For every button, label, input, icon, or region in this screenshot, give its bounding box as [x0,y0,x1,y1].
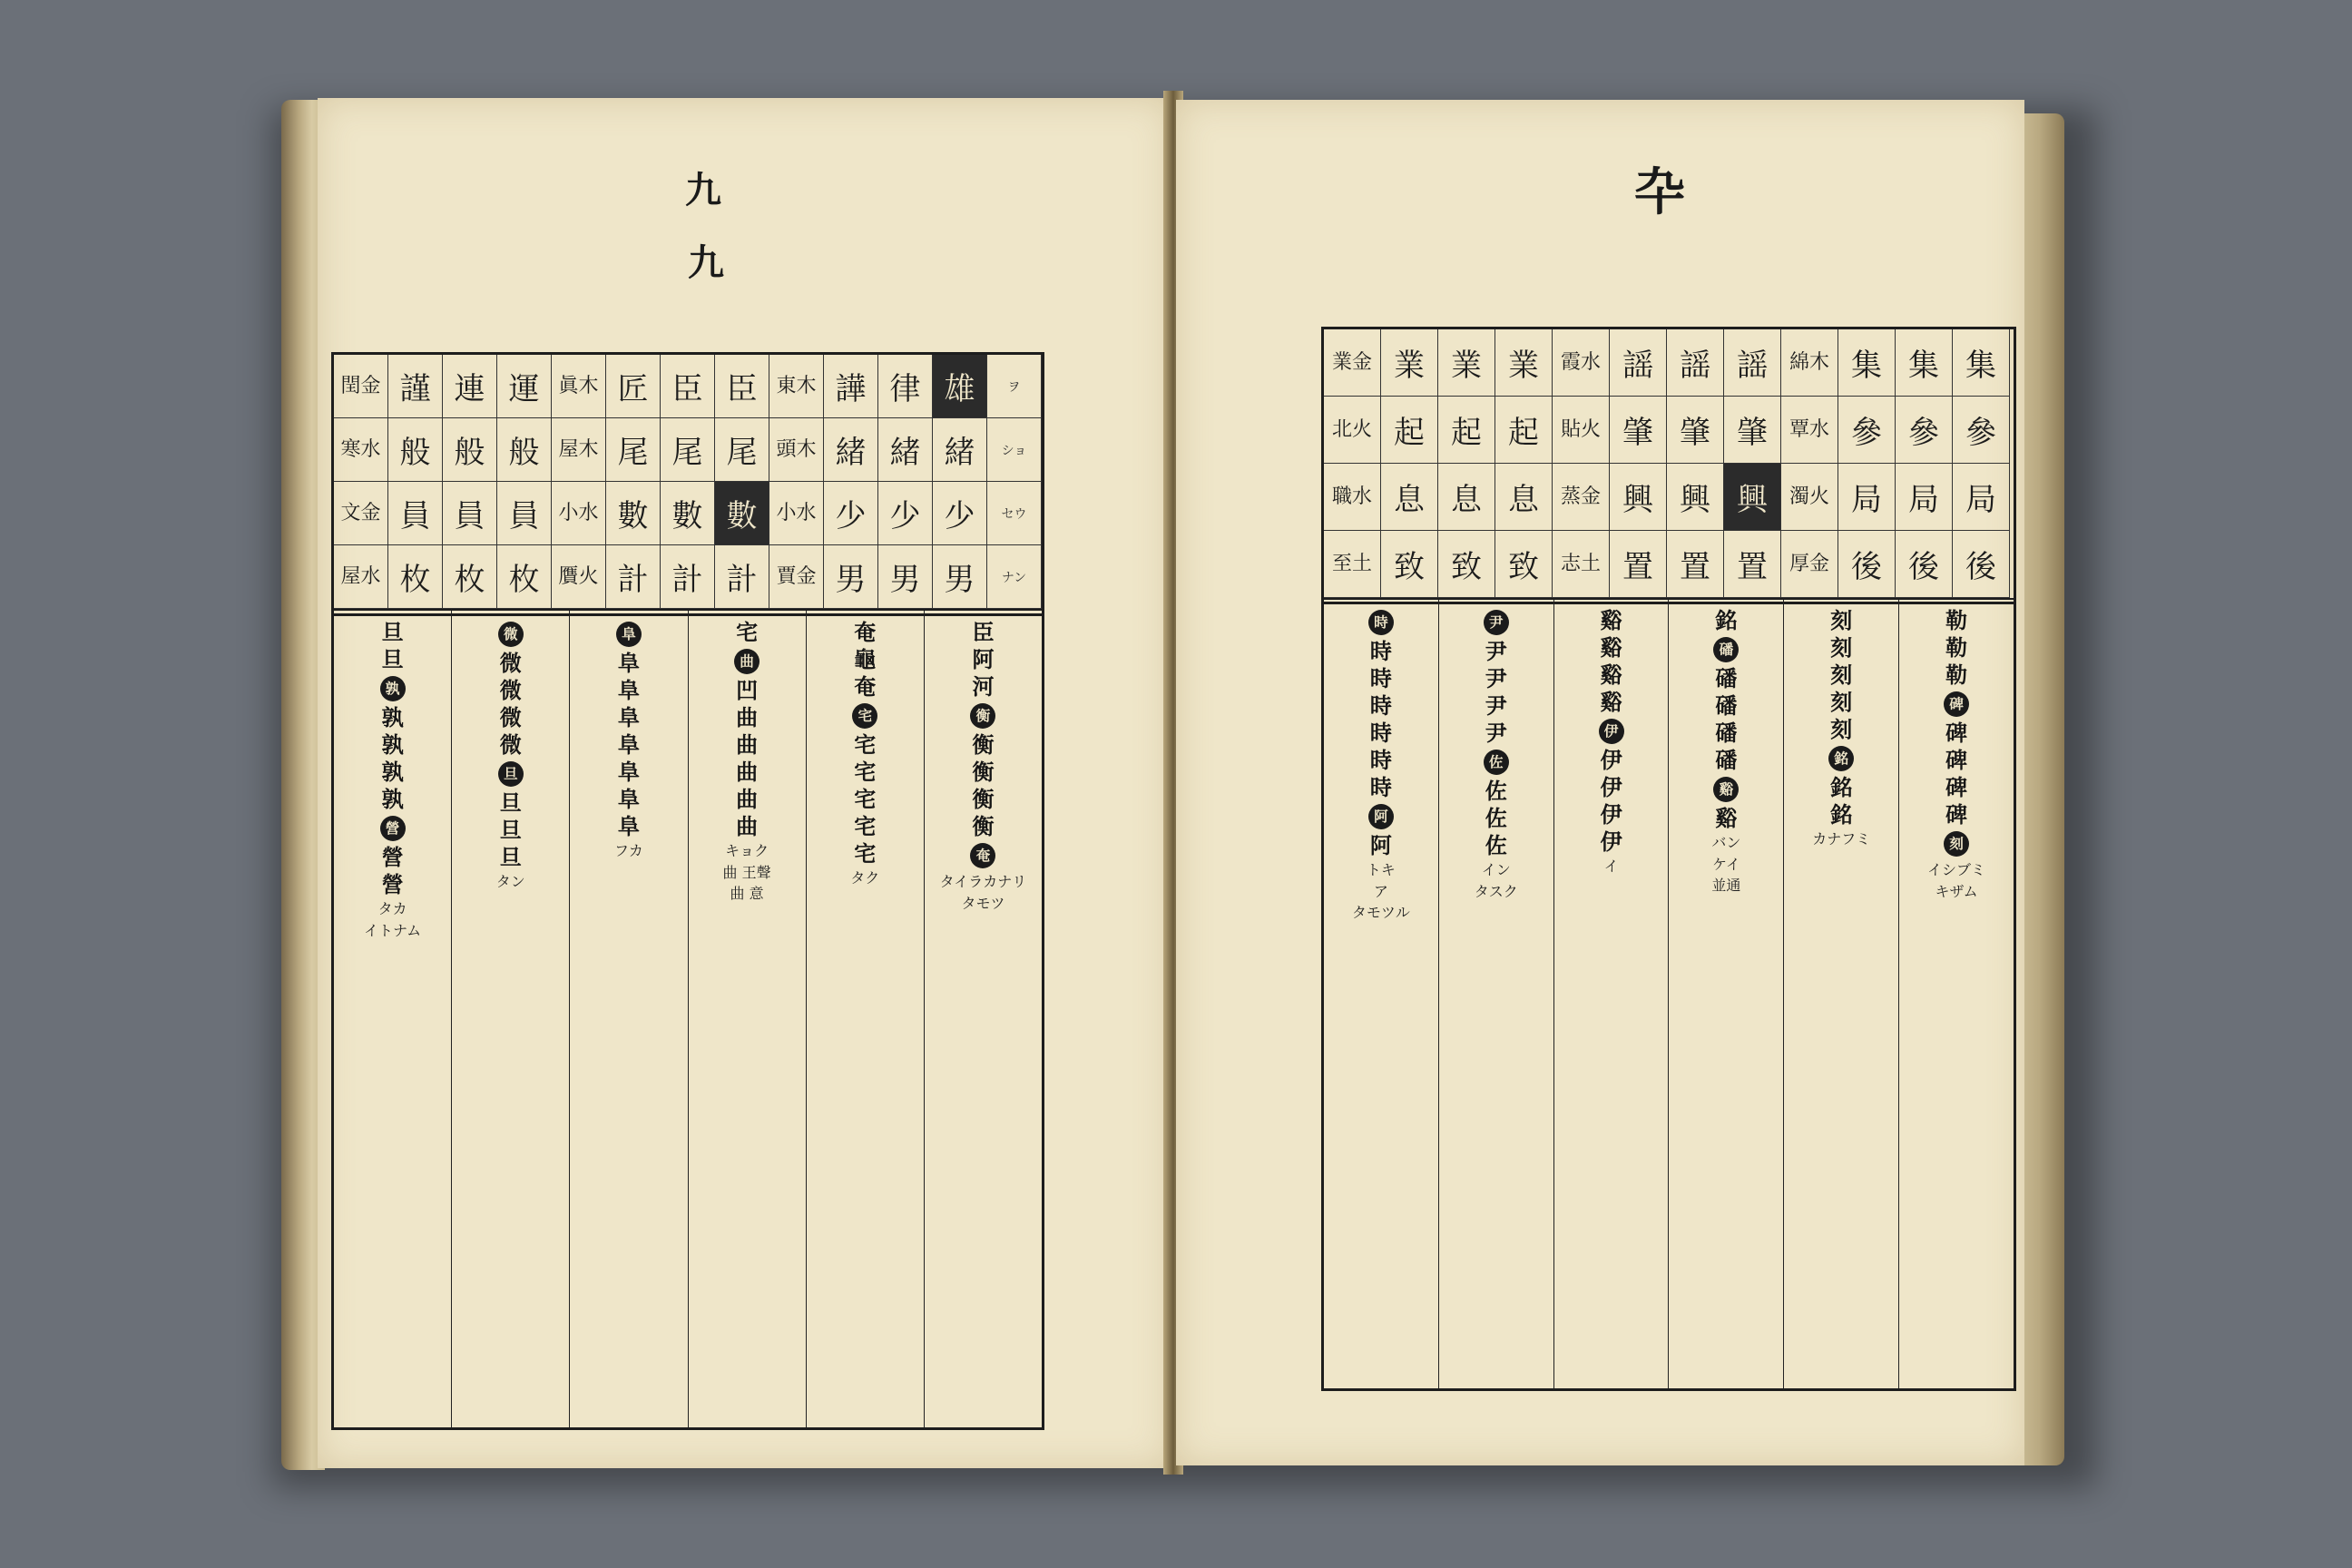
right-table-cell: 興 [1724,464,1781,531]
right-seal-glyph: 磻 [1715,720,1738,746]
left-seal-glyph: 阜 [616,622,642,647]
right-seal-glyph: 谿 [1715,805,1738,831]
left-seal-glyph: 河 [972,673,995,700]
right-table-cell: 局 [1896,464,1953,531]
right-annotation-note: キザム [1935,882,1978,900]
left-seal-glyph: 孰 [381,759,404,785]
left-table-cell: 緒 [878,418,933,482]
right-seal-glyph: 磻 [1715,692,1738,719]
right-seal-glyph: 伊 [1600,774,1622,800]
right-table-cell: 職水 [1324,464,1381,531]
left-seal-glyph: 曲 [736,786,759,812]
left-seal-glyph: 微 [499,731,522,758]
right-annotation-note: タスク [1474,882,1518,900]
right-seal-glyph: 谿 [1713,777,1739,802]
left-table-cell: 頭木 [769,418,824,482]
left-seal-glyph: 曲 [736,704,759,730]
left-seal-glyph: 宅 [854,731,877,758]
left-seal-glyph: 阜 [617,786,640,812]
left-seal-glyph: 微 [499,704,522,730]
right-table-cell: 集 [1953,329,2010,397]
right-table-cell: 致 [1381,531,1438,598]
right-table-cell: 息 [1438,464,1495,531]
left-seal-glyph: 凹 [736,677,759,703]
left-table-cell: セウ [987,482,1042,545]
right-annotation-note: タモツル [1351,904,1410,922]
left-seal-glyph: 曲 [736,731,759,758]
left-table-cell: 屋木 [552,418,606,482]
right-seal-glyph: 磻 [1713,637,1739,662]
right-table-cell: 致 [1438,531,1495,598]
left-table-cell: 運 [497,355,552,418]
right-col-5 [1439,599,1554,1388]
left-annotation-note: フカ [614,842,643,859]
right-seal-glyph: 伊 [1599,719,1624,744]
left-col-2 [807,611,925,1427]
right-seal-glyph: 時 [1369,747,1392,773]
right-seal-glyph: 勒 [1945,634,1968,661]
right-table-cell: 後 [1838,531,1896,598]
left-table-cell: 男 [933,545,987,609]
right-table-cell: 業 [1438,329,1495,397]
left-table-cell: 計 [661,545,715,609]
left-seal-glyph: 曲 [736,813,759,839]
left-table-cell: 謹 [388,355,443,418]
right-table-cell: 集 [1838,329,1896,397]
right-table-cell: 參 [1838,397,1896,464]
left-seal-glyph: 營 [381,871,404,897]
left-col-5 [452,611,570,1427]
left-seal-glyph: 衡 [972,813,995,839]
left-seal-glyph: 阜 [617,813,640,839]
right-table-cell: 業金 [1324,329,1381,397]
left-table-cell: 員 [497,482,552,545]
right-seal-glyph: 時 [1369,638,1392,664]
left-table-cell: 小水 [552,482,606,545]
right-table-cell: 業 [1381,329,1438,397]
right-seal-glyph: 碑 [1945,801,1968,828]
right-seal-glyph: 谿 [1600,607,1622,633]
left-seal-glyph: 旦 [499,817,522,843]
right-seal-glyph: 刻 [1830,689,1853,715]
left-table-cell: 贋火 [552,545,606,609]
right-table-cell: 置 [1667,531,1724,598]
left-page-number-top: 九 [685,169,723,211]
right-seal-glyph: 伊 [1600,828,1622,855]
left-seal-glyph: 阜 [617,704,640,730]
left-table-cell: 緒 [933,418,987,482]
left-seal-glyph: 阜 [617,731,640,758]
left-seal-glyph: 宅 [854,759,877,785]
left-table-cell: 臣 [715,355,769,418]
right-col-3 [1669,599,1784,1388]
left-table-cell: 員 [443,482,497,545]
left-seal-glyph: 宅 [854,813,877,839]
left-seal-glyph: 孰 [381,704,404,730]
left-col-3 [689,611,807,1427]
right-seal-glyph: 谿 [1600,689,1622,715]
left-seal-glyph: 宅 [854,786,877,812]
right-seal-glyph: 銘 [1830,801,1853,828]
left-table-cell: 賈金 [769,545,824,609]
left-table-cell: 少 [878,482,933,545]
left-table-cell: 枚 [443,545,497,609]
right-seal-glyph: 刻 [1830,634,1853,661]
left-annotation-note: タイラカナリ [939,873,1027,890]
left-table-cell: 員 [388,482,443,545]
left-table-cell: 計 [606,545,661,609]
right-page-number: 卆 [1634,162,1687,222]
right-table-cell: 濁火 [1781,464,1838,531]
right-table-cell: 起 [1438,397,1495,464]
right-page [1176,100,2024,1465]
right-table-cell: 貼火 [1553,397,1610,464]
right-table-cell: 後 [1953,531,2010,598]
left-table-cell: 小水 [769,482,824,545]
right-table-cell: 謡 [1667,329,1724,397]
left-seal-glyph: 旦 [381,646,404,672]
left-table-cell: 計 [715,545,769,609]
left-table-cell: 般 [497,418,552,482]
left-seal-glyph: 龜 [854,646,877,672]
left-table-cell: 雄 [933,355,987,418]
left-col-1 [925,611,1042,1427]
left-table-cell: 匠 [606,355,661,418]
right-annotation-note: ア [1373,882,1388,900]
left-seal-glyph: 衡 [972,786,995,812]
right-seal-glyph: 谿 [1600,662,1622,688]
left-column-area [331,611,1044,1430]
right-table-cell: 起 [1381,397,1438,464]
right-table-cell: 厚金 [1781,531,1838,598]
right-annotation-note: イン [1481,861,1511,878]
right-table-cell: 業 [1495,329,1553,397]
left-seal-glyph: 奄 [854,619,877,645]
left-table-cell: 少 [933,482,987,545]
left-table-cell: 屋水 [334,545,388,609]
left-seal-glyph: 孰 [380,676,406,701]
right-table-cell: 志土 [1553,531,1610,598]
right-table-cell: 蒸金 [1553,464,1610,531]
left-seal-glyph: 曲 [734,649,760,674]
left-seal-glyph: 旦 [381,619,404,645]
right-table-cell: 肇 [1667,397,1724,464]
right-seal-glyph: 碑 [1945,720,1968,746]
left-table-cell: 連 [443,355,497,418]
right-table-cell: 息 [1495,464,1553,531]
left-table-cell: ヲ [987,355,1042,418]
left-table-cell: 尾 [715,418,769,482]
right-seal-glyph: 尹 [1485,665,1507,691]
left-seal-glyph: 微 [498,622,524,647]
right-seal-glyph: 碑 [1945,747,1968,773]
right-seal-glyph: 尹 [1484,610,1509,635]
left-table-cell: 文金 [334,482,388,545]
right-table-cell: 起 [1495,397,1553,464]
left-seal-glyph: 阿 [972,646,995,672]
right-annotation-note: イシブミ [1927,861,1986,878]
left-table-cell: 數 [715,482,769,545]
left-seal-glyph: 衡 [970,703,995,729]
right-seal-glyph: 時 [1369,665,1392,691]
left-table-cell: 尾 [661,418,715,482]
left-seal-glyph: 奄 [854,673,877,700]
right-table-cell: 霞水 [1553,329,1610,397]
right-top-table [1321,327,2016,604]
right-seal-glyph: 尹 [1485,720,1507,746]
left-seal-glyph: 臣 [972,619,995,645]
right-col-1 [1899,599,2014,1388]
right-seal-glyph: 佐 [1485,778,1507,804]
right-seal-glyph: 刻 [1944,831,1969,857]
right-table-cell: 局 [1953,464,2010,531]
left-table-cell: 東木 [769,355,824,418]
left-seal-glyph: 微 [499,650,522,676]
right-col-4 [1554,599,1670,1388]
left-seal-glyph: 衡 [972,731,995,758]
left-top-table [331,352,1044,616]
right-seal-glyph: 碑 [1945,774,1968,800]
right-table-cell: 覃水 [1781,397,1838,464]
right-table-cell: 肇 [1724,397,1781,464]
right-table-cell: 興 [1667,464,1724,531]
right-seal-glyph: 佐 [1485,805,1507,831]
right-seal-glyph: 勒 [1945,607,1968,633]
right-annotation-note: 並通 [1711,877,1741,895]
right-seal-glyph: 刻 [1830,716,1853,742]
right-table-cell: 肇 [1610,397,1667,464]
left-table-cell: 寒水 [334,418,388,482]
right-annotation-note: バン [1711,834,1741,851]
left-seal-glyph: 阜 [617,650,640,676]
right-seal-glyph: 谿 [1600,634,1622,661]
left-annotation-note: タカ [377,900,407,917]
right-seal-glyph: 阿 [1368,804,1394,829]
right-table-cell: 興 [1610,464,1667,531]
left-table-cell: 男 [824,545,878,609]
left-annotation-note: タク [850,869,880,887]
right-col-6 [1324,599,1439,1388]
right-table-cell: 息 [1381,464,1438,531]
right-seal-glyph: 伊 [1600,801,1622,828]
left-table-cell: 般 [388,418,443,482]
right-table-cell: 參 [1896,397,1953,464]
right-seal-glyph: 佐 [1484,750,1509,775]
left-annotation-note: 曲 王聲 [722,863,771,881]
right-table-cell: 至土 [1324,531,1381,598]
right-seal-glyph: 碑 [1944,691,1969,717]
right-table-cell: 謡 [1724,329,1781,397]
left-table-cell: 眞木 [552,355,606,418]
left-seal-glyph: 孰 [381,731,404,758]
right-seal-glyph: 尹 [1485,638,1507,664]
right-seal-glyph: 磻 [1715,665,1738,691]
right-table-cell: 謡 [1610,329,1667,397]
right-annotation-note: イ [1603,858,1619,875]
left-seal-glyph: 衡 [972,759,995,785]
right-table-cell: 北火 [1324,397,1381,464]
right-seal-glyph: 佐 [1485,832,1507,858]
right-table-cell: 置 [1610,531,1667,598]
left-table-cell: ナン [987,545,1042,609]
left-seal-glyph: 宅 [852,703,877,729]
left-table-cell: 數 [606,482,661,545]
left-seal-glyph: 營 [381,844,404,870]
left-table-cell: 少 [824,482,878,545]
left-table-cell: 般 [443,418,497,482]
right-table-cell: 綿木 [1781,329,1838,397]
right-table-cell: 參 [1953,397,2010,464]
left-table-cell: 緒 [824,418,878,482]
left-table-cell: 男 [878,545,933,609]
right-seal-glyph: 時 [1368,610,1394,635]
left-table-cell: 閏金 [334,355,388,418]
left-annotation-note: タモツ [961,894,1005,912]
right-table-cell: 局 [1838,464,1896,531]
left-page-number-bottom: 九 [688,241,726,284]
left-table-cell: 枚 [497,545,552,609]
right-seal-glyph: 尹 [1485,692,1507,719]
left-seal-glyph: 曲 [736,759,759,785]
right-table-cell: 集 [1896,329,1953,397]
right-seal-glyph: 時 [1369,774,1392,800]
left-seal-glyph: 宅 [854,840,877,867]
left-seal-glyph: 旦 [499,844,522,870]
left-seal-glyph: 孰 [381,786,404,812]
left-table-cell: 數 [661,482,715,545]
left-seal-glyph: 微 [499,677,522,703]
right-table-cell: 致 [1495,531,1553,598]
left-col-6 [334,611,452,1427]
right-column-area [1321,599,2016,1391]
left-seal-glyph: 阜 [617,677,640,703]
right-seal-glyph: 時 [1369,720,1392,746]
right-seal-glyph: 時 [1369,692,1392,719]
right-seal-glyph: 刻 [1830,607,1853,633]
left-seal-glyph: 營 [380,816,406,841]
right-seal-glyph: 銘 [1830,774,1853,800]
left-table-cell: 譁 [824,355,878,418]
left-table-cell: ショ [987,418,1042,482]
left-table-cell: 枚 [388,545,443,609]
left-annotation-note: 曲 意 [730,885,764,903]
right-seal-glyph: 銘 [1715,607,1738,633]
left-seal-glyph: 阜 [617,759,640,785]
right-seal-glyph: 磻 [1715,747,1738,773]
right-annotation-note: ケイ [1711,855,1740,873]
left-seal-glyph: 奄 [970,843,995,868]
left-col-4 [570,611,688,1427]
left-annotation-note: キョク [725,842,769,859]
left-table-cell: 臣 [661,355,715,418]
right-seal-glyph: 銘 [1828,746,1854,771]
left-table-cell: 律 [878,355,933,418]
left-seal-glyph: 旦 [499,789,522,816]
right-table-cell: 後 [1896,531,1953,598]
right-seal-glyph: 刻 [1830,662,1853,688]
right-seal-glyph: 阿 [1369,832,1392,858]
right-annotation-note: トキ [1366,861,1396,878]
right-table-cell: 置 [1724,531,1781,598]
left-page [318,98,1171,1468]
right-col-2 [1784,599,1899,1388]
left-seal-glyph: 宅 [736,619,759,645]
right-annotation-note: カナフミ [1812,830,1871,848]
right-seal-glyph: 伊 [1600,747,1622,773]
left-table-cell: 尾 [606,418,661,482]
right-seal-glyph: 勒 [1945,662,1968,688]
left-annotation-note: イトナム [363,921,422,939]
left-seal-glyph: 旦 [498,761,524,787]
left-annotation-note: タン [495,873,525,890]
